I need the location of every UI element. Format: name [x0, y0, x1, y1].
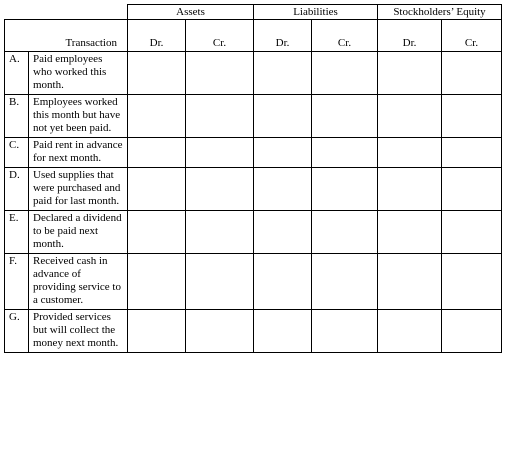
equity-debit-cell[interactable]: [378, 95, 442, 138]
equity-credit-cell[interactable]: [442, 52, 502, 95]
row-description: Declared a dividend to be paid next month.: [29, 211, 128, 254]
transaction-header: Transaction: [5, 20, 128, 52]
row-letter: G.: [5, 310, 29, 353]
group-header-assets: Assets: [128, 5, 254, 20]
table-row: [5, 52, 502, 95]
liabilities-credit-cell[interactable]: [312, 52, 378, 95]
assets-credit-header: Cr.: [186, 20, 254, 52]
assets-credit-cell[interactable]: [186, 211, 254, 254]
row-letter: A.: [5, 52, 29, 95]
group-header-liabilities: Liabilities: [254, 5, 378, 20]
row-letter: E.: [5, 211, 29, 254]
equity-debit-cell[interactable]: [378, 168, 442, 211]
equity-debit-header: Dr.: [378, 20, 442, 52]
liabilities-debit-cell[interactable]: [254, 211, 312, 254]
liabilities-credit-header: Cr.: [312, 20, 378, 52]
assets-debit-cell[interactable]: [128, 95, 186, 138]
table-row: [5, 211, 502, 254]
assets-debit-header: Dr.: [128, 20, 186, 52]
liabilities-debit-cell[interactable]: [254, 310, 312, 353]
liabilities-credit-cell[interactable]: [312, 168, 378, 211]
row-description: Used supplies that were purchased and paid for last month.: [29, 168, 128, 211]
table-row: [5, 254, 502, 310]
equity-credit-cell[interactable]: [442, 95, 502, 138]
table-row: [5, 95, 502, 138]
transaction-analysis-table: [4, 4, 502, 353]
assets-debit-cell[interactable]: [128, 310, 186, 353]
row-description: Received cash in advance of providing service to a customer.: [29, 254, 128, 310]
assets-debit-cell[interactable]: [128, 52, 186, 95]
group-header-row: [5, 5, 502, 20]
row-description: Provided services but will collect the money next month.: [29, 310, 128, 353]
assets-debit-cell[interactable]: [128, 211, 186, 254]
group-header-stockholders-equity: Stockholders’ Equity: [378, 5, 502, 20]
row-description: Paid employees who worked this month.: [29, 52, 128, 95]
equity-credit-header: Cr.: [442, 20, 502, 52]
sub-header-row: [5, 20, 502, 52]
equity-debit-cell[interactable]: [378, 138, 442, 168]
equity-debit-cell[interactable]: [378, 211, 442, 254]
liabilities-credit-cell[interactable]: [312, 95, 378, 138]
assets-credit-cell[interactable]: [186, 168, 254, 211]
equity-credit-cell[interactable]: [442, 138, 502, 168]
table-row: [5, 138, 502, 168]
row-description: Paid rent in advance for next month.: [29, 138, 128, 168]
liabilities-debit-cell[interactable]: [254, 52, 312, 95]
row-letter: B.: [5, 95, 29, 138]
equity-credit-cell[interactable]: [442, 254, 502, 310]
equity-credit-cell[interactable]: [442, 168, 502, 211]
table-row: [5, 168, 502, 211]
assets-debit-cell[interactable]: [128, 254, 186, 310]
liabilities-credit-cell[interactable]: [312, 310, 378, 353]
equity-credit-cell[interactable]: [442, 310, 502, 353]
row-letter: F.: [5, 254, 29, 310]
assets-debit-cell[interactable]: [128, 138, 186, 168]
assets-credit-cell[interactable]: [186, 254, 254, 310]
equity-debit-cell[interactable]: [378, 52, 442, 95]
liabilities-debit-cell[interactable]: [254, 254, 312, 310]
equity-credit-cell[interactable]: [442, 211, 502, 254]
liabilities-credit-cell[interactable]: [312, 254, 378, 310]
liabilities-debit-header: Dr.: [254, 20, 312, 52]
equity-debit-cell[interactable]: [378, 310, 442, 353]
row-letter: D.: [5, 168, 29, 211]
assets-credit-cell[interactable]: [186, 52, 254, 95]
assets-credit-cell[interactable]: [186, 138, 254, 168]
liabilities-debit-cell[interactable]: [254, 95, 312, 138]
assets-debit-cell[interactable]: [128, 168, 186, 211]
liabilities-debit-cell[interactable]: [254, 168, 312, 211]
liabilities-credit-cell[interactable]: [312, 211, 378, 254]
row-letter: C.: [5, 138, 29, 168]
table-row: [5, 310, 502, 353]
equity-debit-cell[interactable]: [378, 254, 442, 310]
assets-credit-cell[interactable]: [186, 310, 254, 353]
liabilities-credit-cell[interactable]: [312, 138, 378, 168]
row-description: Employees worked this month but have not yet been paid.: [29, 95, 128, 138]
liabilities-debit-cell[interactable]: [254, 138, 312, 168]
blank-corner: [5, 5, 128, 20]
assets-credit-cell[interactable]: [186, 95, 254, 138]
